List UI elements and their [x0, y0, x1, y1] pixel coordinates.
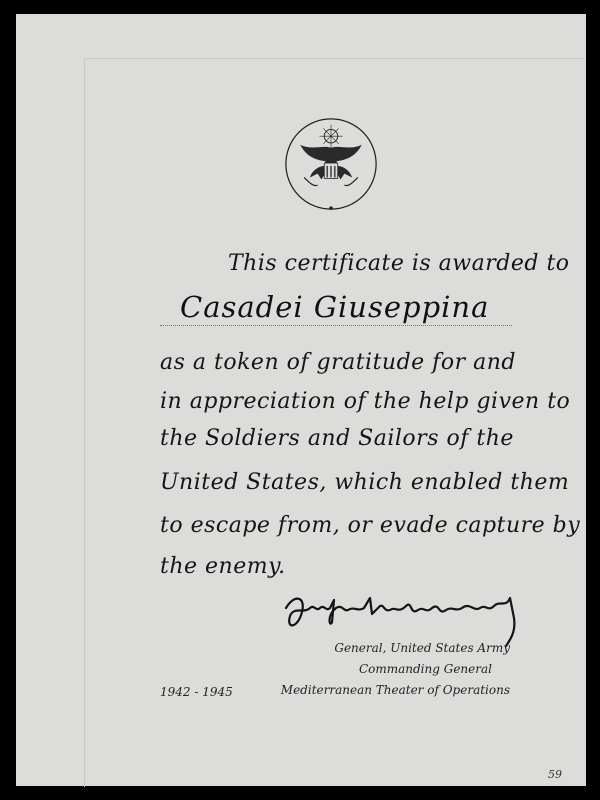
certificate-opening: This certificate is awarded to — [228, 251, 570, 276]
body-line: as a token of gratitude for and — [160, 350, 516, 375]
signature — [280, 588, 525, 648]
body-line: the Soldiers and Sailors of the — [160, 426, 514, 451]
body-line: the enemy. — [160, 554, 286, 579]
page-number: 59 — [548, 768, 562, 781]
great-seal-eagle-icon — [283, 116, 379, 212]
signer-title-line: Mediterranean Theater of Operations — [280, 683, 510, 697]
signer-title-line: Commanding General — [358, 662, 492, 676]
body-line: to escape from, or evade capture by — [160, 513, 581, 538]
body-line: in appreciation of the help given to — [160, 389, 571, 414]
recipient-line — [160, 325, 512, 326]
years: 1942 - 1945 — [160, 685, 233, 699]
body-line: United States, which enabled them — [160, 470, 570, 495]
signer-title-line: General, United States Army — [334, 641, 510, 655]
recipient-name: Casadei Giuseppina — [180, 290, 490, 324]
